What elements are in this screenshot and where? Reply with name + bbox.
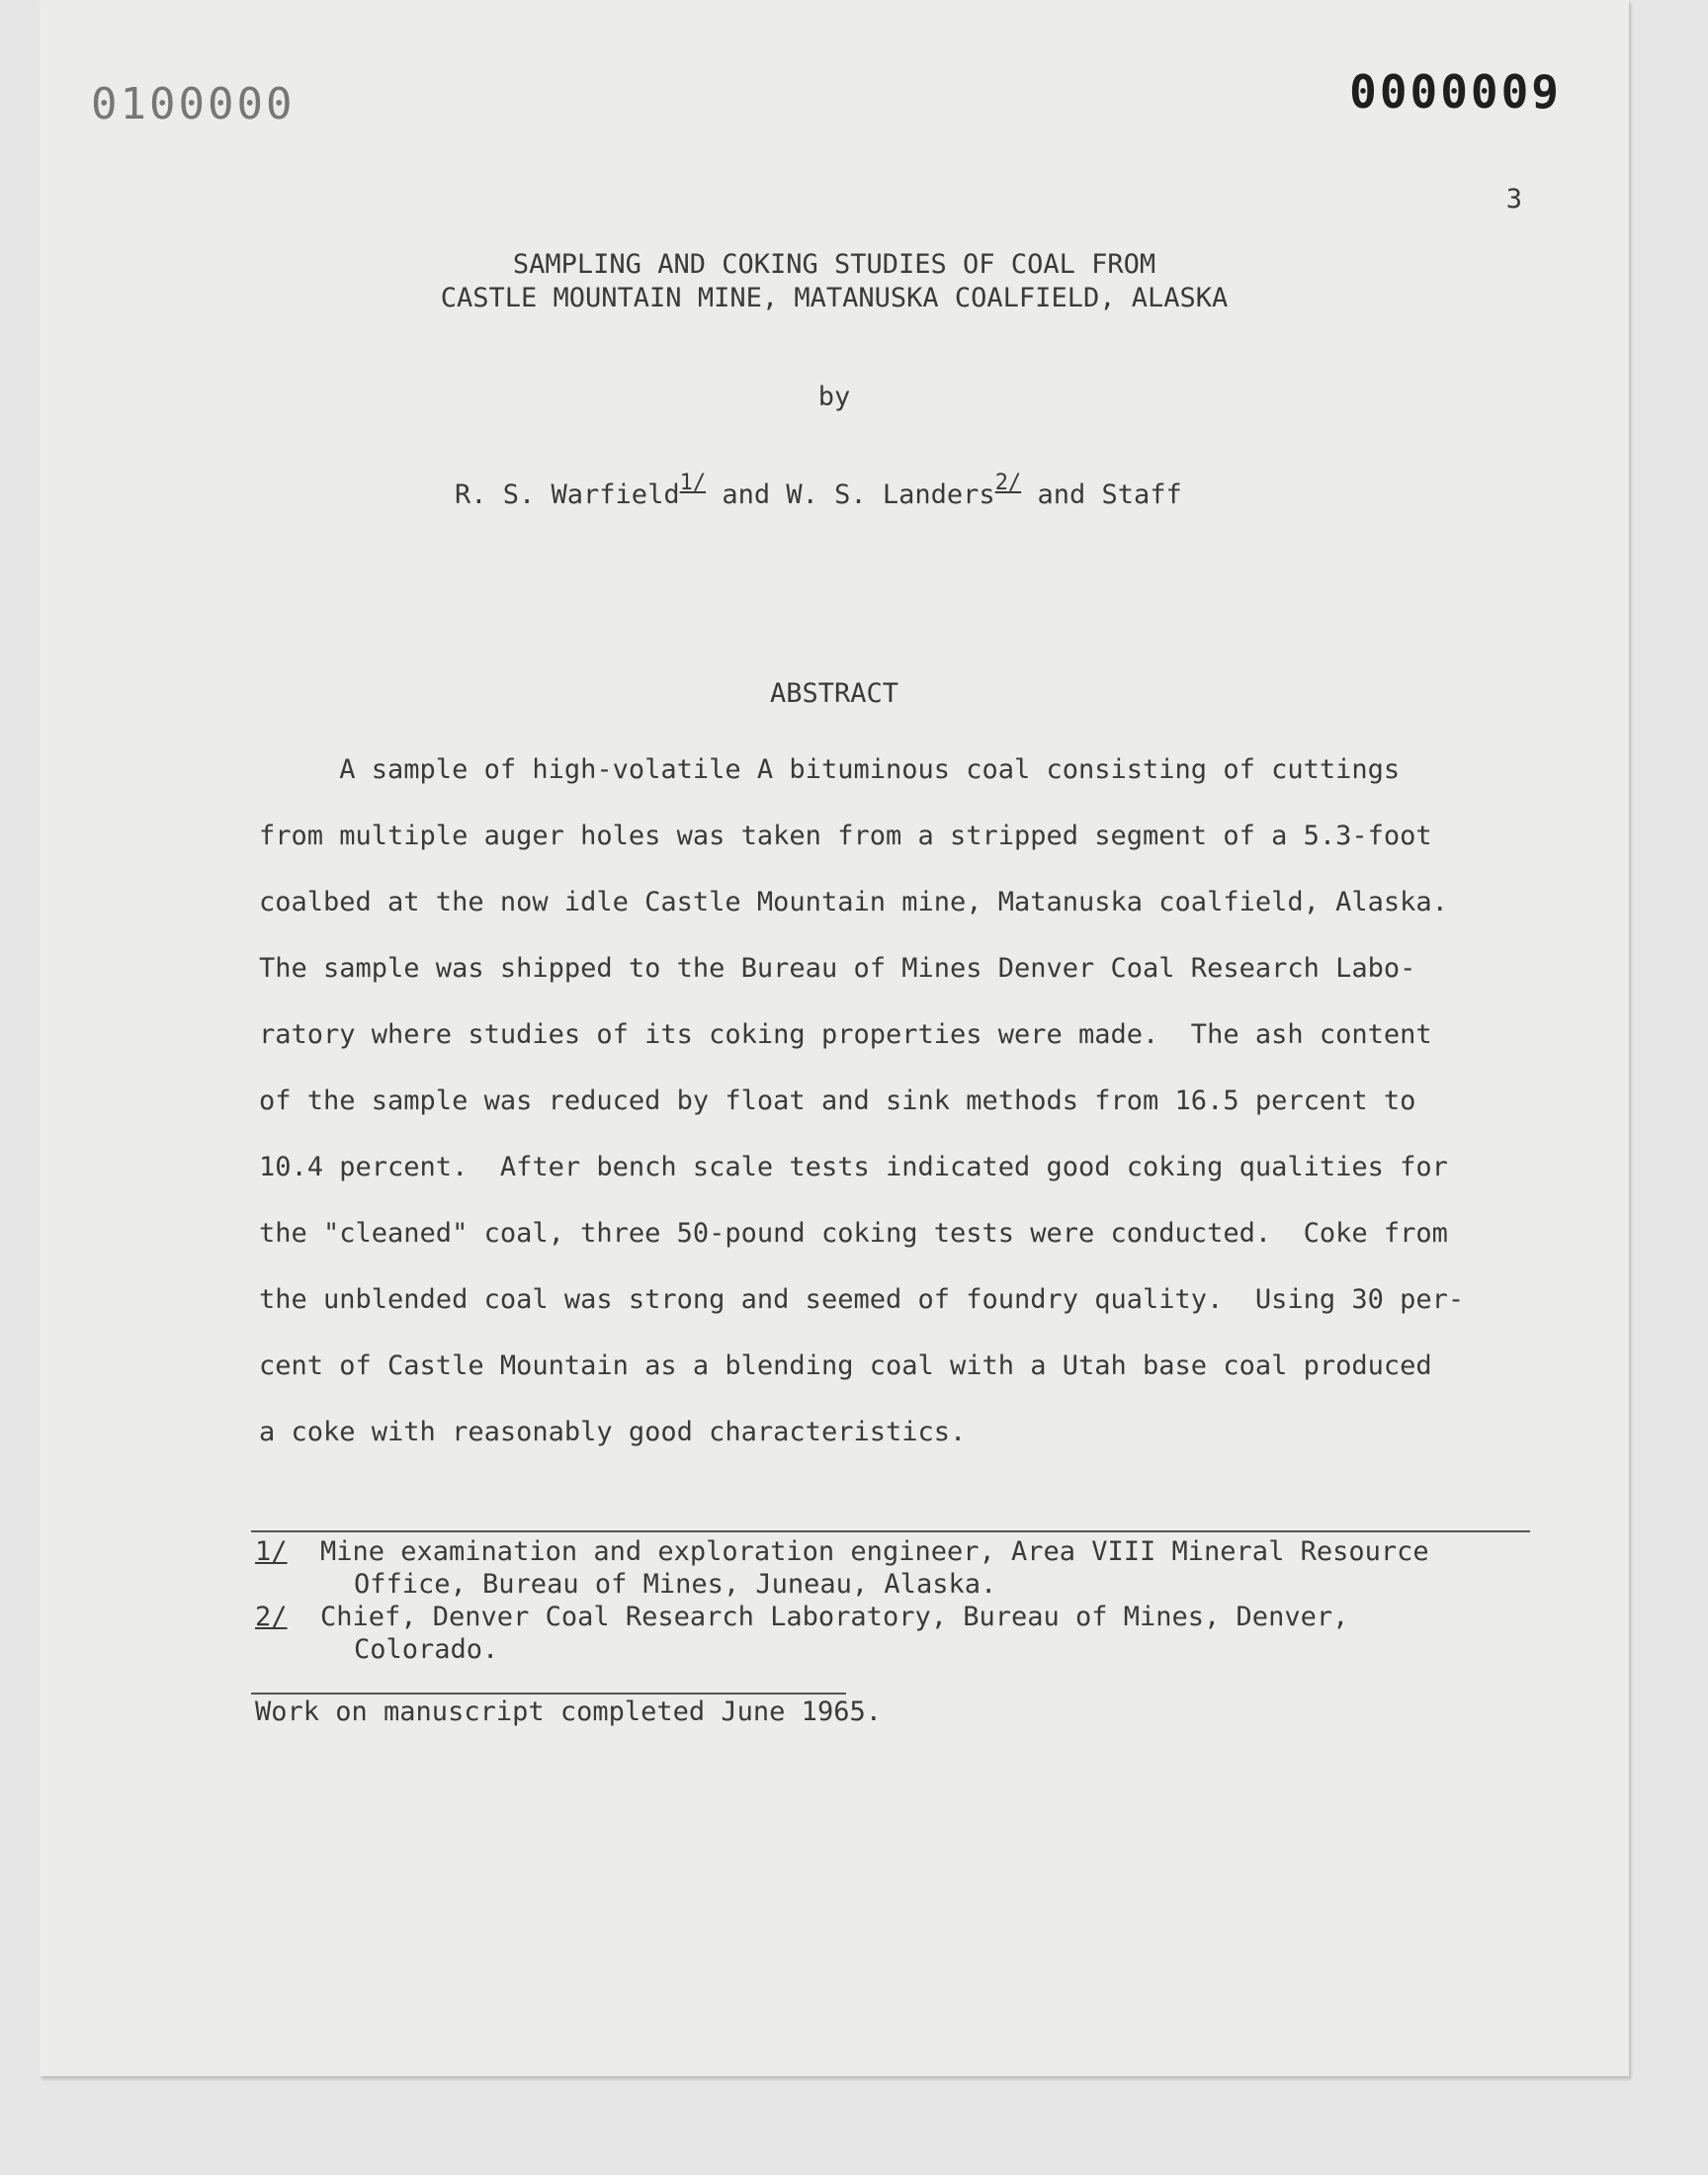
abstract-line: The sample was shipped to the Bureau of Mines Denver Coal Research Labo- — [259, 953, 1416, 984]
author-joiner-1: and W. S. Landers — [706, 479, 995, 510]
author-2-footnote-ref: 2/ — [994, 471, 1022, 495]
page-number: 3 — [1505, 184, 1522, 215]
author-line — [455, 471, 1182, 510]
abstract-paragraph — [259, 737, 1544, 1465]
byline-by: by — [817, 382, 851, 412]
footnote-2-marker-text: 2/ — [255, 1602, 288, 1632]
footnote-2-line-1: Chief, Denver Coal Research Laboratory, Bureau of Mines, Denver, — [320, 1602, 1349, 1632]
abstract-line: 10.4 percent. After bench scale tests indicated good coking qualities for — [259, 1152, 1448, 1182]
footnote-1-continuation — [255, 1568, 1429, 1601]
abstract-line: of the sample was reduced by float and sink methods from 16.5 percent to — [259, 1086, 1416, 1116]
abstract-line: ratory where studies of its coking properties were made. The ash content — [259, 1019, 1432, 1050]
footnote-1 — [255, 1535, 1429, 1568]
footnotes — [255, 1535, 1429, 1666]
title-line-1: SAMPLING AND COKING STUDIES OF COAL FROM — [512, 249, 1156, 280]
footnote-2-line-2: Colorado. — [354, 1634, 499, 1665]
title-line-2: CASTLE MOUNTAIN MINE, MATANUSKA COALFIELD, ALASKA — [440, 283, 1229, 313]
footnote-2 — [255, 1601, 1429, 1633]
author-joiner-2: and Staff — [1021, 479, 1182, 510]
footnote-2-marker — [255, 1601, 320, 1633]
serial-stamp-left: 0100000 — [91, 79, 296, 130]
footnote-1-line-2: Office, Bureau of Mines, Juneau, Alaska. — [354, 1569, 997, 1600]
footnote-1-marker-text: 1/ — [255, 1536, 288, 1567]
footnote-1-line-1: Mine examination and exploration engineer, Area VIII Mineral Resource — [320, 1536, 1429, 1567]
abstract-line: coalbed at the now idle Castle Mountain mine, Matanuska coalfield, Alaska. — [259, 887, 1448, 917]
document-page — [40, 0, 1629, 2076]
abstract-heading: ABSTRACT — [769, 678, 899, 709]
manuscript-divider — [251, 1693, 846, 1695]
footnote-1-marker — [255, 1535, 320, 1568]
footnote-divider — [251, 1530, 1530, 1532]
abstract-line: cent of Castle Mountain as a blending coal with a Utah base coal produced — [259, 1350, 1432, 1381]
abstract-line: from multiple auger holes was taken from a stripped segment of a 5.3-foot — [259, 821, 1432, 851]
abstract-line: A sample of high-volatile A bituminous coal consisting of cuttings — [259, 754, 1401, 785]
abstract-line: the "cleaned" coal, three 50-pound coking tests were conducted. Coke from — [259, 1218, 1448, 1249]
footnote-2-continuation — [255, 1633, 1429, 1666]
author-1-name: R. S. Warfield — [455, 479, 680, 510]
manuscript-completion-note: Work on manuscript completed June 1965. — [255, 1696, 882, 1727]
author-1-footnote-ref: 1/ — [679, 471, 707, 495]
abstract-line: the unblended coal was strong and seemed of foundry quality. Using 30 per- — [259, 1284, 1465, 1315]
abstract-line: a coke with reasonably good characteristics. — [259, 1417, 967, 1447]
serial-stamp-right: 0000009 — [1349, 65, 1562, 119]
